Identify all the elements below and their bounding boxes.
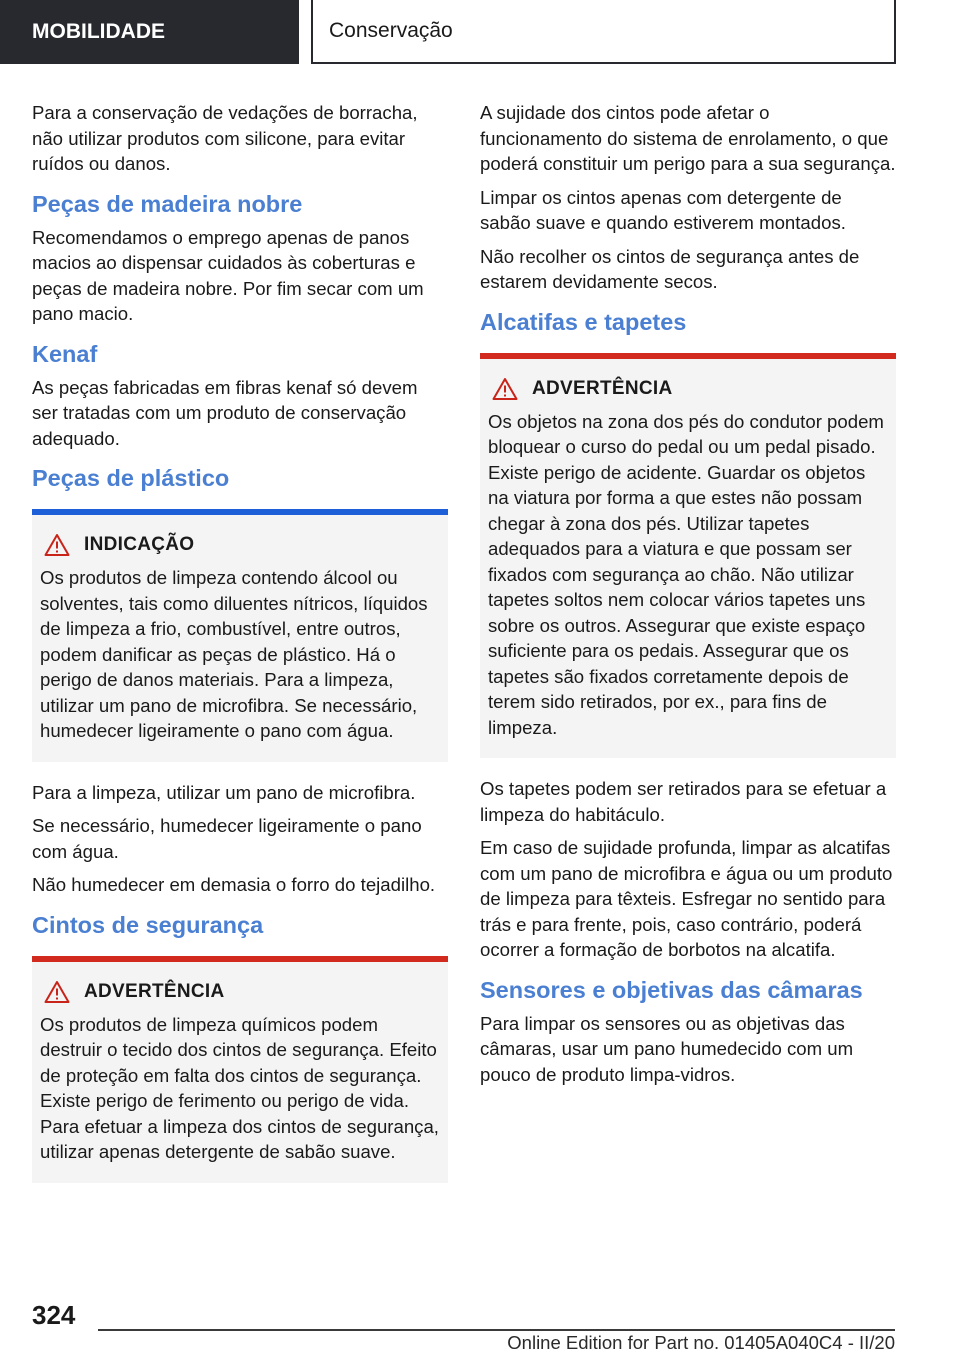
indication-notice [32,509,448,762]
carpets-heading: Alcatifas e tapetes [480,308,687,335]
notice-text: Os produtos de limpeza contendo álcool ou solventes, tais como diluentes nítricos, líquidos de limpeza a frio, combustível, entre outros, podem danificar as peças de plástico. Há o perigo de danos materiais. Para a limpeza, utilizar um pano de microfibra. Se necessário, humedecer ligeiramente o pano com água. [40,567,428,741]
warning-triangle-icon [44,980,70,1004]
section-tab [0,0,299,64]
belts-heading: Cintos de segurança [32,911,264,938]
notice-title: ADVERTÊNCIA [532,377,673,399]
notice-title: INDICAÇÃO [84,534,195,555]
left-column [32,100,448,1201]
right-column [480,100,896,1095]
notice-text: Os objetos na zona dos pés do condutor podem bloquear o curso do pedal ou um pedal pisado. Existe perigo de acidente. Guardar os objetos na viatura por forma a que estes não possam chegar à zona dos pés. Utilizar tapetes adequados para a viatura e que possam ser fixados com segurança ao chão. Não utilizar tapetes soltos nem colocar vários tapetes uns sobre os outros. Assegurar que existe espaço suficiente para os pedais. Assegurar que os tapetes são fixados corretamente depois de terem sido retirados, por ex., para fins de limpeza. [488,410,884,738]
warning-triangle-icon [44,533,70,557]
carpets-paragraph-1: Os tapetes podem ser retirados para se efetuar a limpeza do habitáculo. [480,778,887,825]
section-label: MOBILIDADE [32,20,165,43]
carpets-warning-notice [480,353,896,759]
edition-footer: Online Edition for Part no. 01405A040C4 - II/20 [507,1332,895,1353]
topic-label: Conservação [329,19,453,42]
notice-header [44,980,440,1004]
page-number: 324 [32,1300,76,1330]
notice-text: Os produtos de limpeza químicos podem destruir o tecido dos cintos de segurança. Efeito de proteção em falta dos cintos de segurança. Existe perigo de ferimento ou perigo de vida. Para efetuar a limpeza dos cintos de segurança, utilizar apenas detergente de sabão suave. [40,1013,439,1162]
belts-paragraph-3: Não recolher os cintos de segurança antes de estarem devidamente secos. [480,245,860,292]
warning-triangle-icon [492,377,518,401]
kenaf-paragraph: As peças fabricadas em fibras kenaf só devem ser tratadas com um produto de conservação adequado. [32,376,418,449]
wood-heading: Peças de madeira nobre [32,190,303,217]
topic-tab [311,0,896,64]
notice-title: ADVERTÊNCIA [84,980,225,1002]
belts-paragraph-2: Limpar os cintos apenas com detergente de sabão suave e quando estiverem montados. [480,186,846,233]
belts-paragraph-1: A sujidade dos cintos pode afetar o funcionamento do sistema de enrolamento, o que poderá constituir um perigo para a sua segurança. [480,102,896,174]
plastic-paragraph-1: Para a limpeza, utilizar um pano de microfibra. [32,781,416,803]
plastic-paragraph-3: Não humedecer em demasia o forro do tejadilho. [32,874,436,895]
notice-header [44,533,440,557]
wood-paragraph: Recomendamos o emprego apenas de panos macios ao dispensar cuidados às coberturas e peças de madeira nobre. Por fim secar com um pano macio. [32,226,424,324]
carpets-paragraph-2: Em caso de sujidade profunda, limpar as alcatifas com um pano de microfibra e água ou um produto de limpeza para têxteis. Esfregar no sentido para trás e para frente, pois, caso contrário, poderá ocorrer a formação de borbotos na alcatifa. [480,837,893,960]
belts-warning-notice [32,956,448,1183]
kenaf-heading: Kenaf [32,340,98,367]
notice-header [492,377,888,401]
plastic-heading: Peças de plástico [32,465,230,491]
plastic-paragraph-2: Se necessário, humedecer ligeiramente o pano com água. [32,815,422,862]
sensors-paragraph: Para limpar os sensores ou as objetivas das câmaras, usar um pano humedecido com um pouco de produto limpa-vidros. [480,1012,854,1085]
rubber-seals-paragraph: Para a conservação de vedações de borracha, não utilizar produtos com silicone, para evitar ruídos ou danos. [32,102,418,174]
footer-divider [98,1329,895,1331]
sensors-heading: Sensores e objetivas das câmaras [480,976,863,1003]
